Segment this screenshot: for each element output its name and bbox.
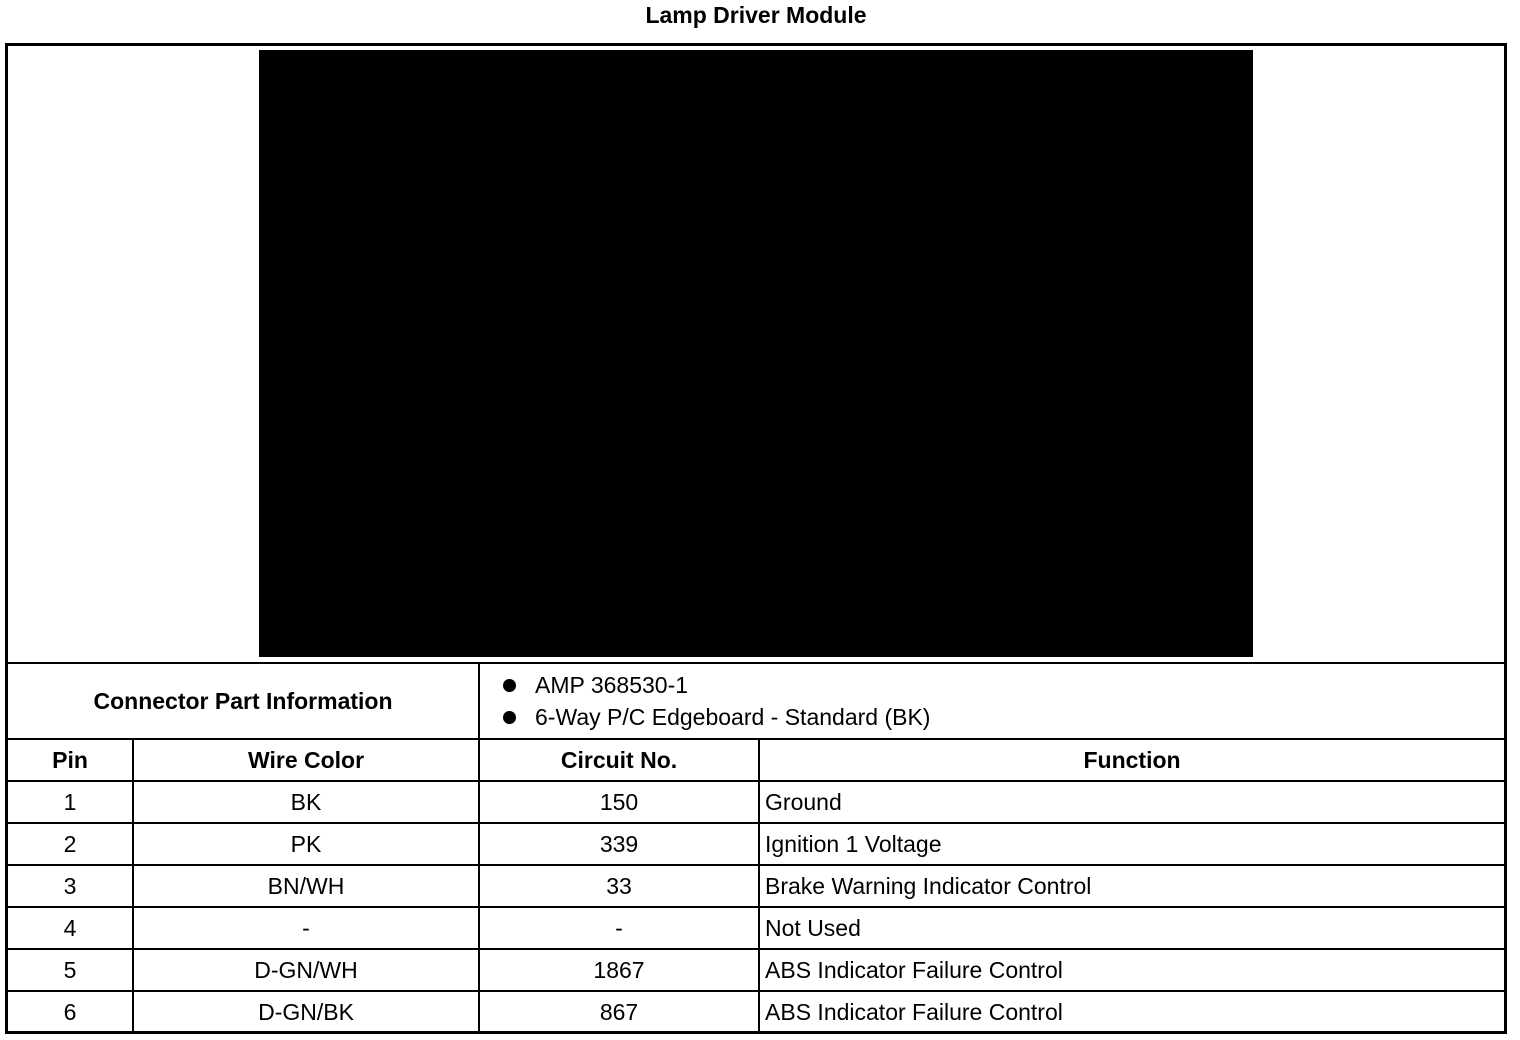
connector-image xyxy=(259,50,1253,657)
function-cell: Not Used xyxy=(759,907,1504,949)
pin-cell: 6 xyxy=(8,991,133,1033)
connector-info-item xyxy=(500,701,1504,733)
pin-cell: 3 xyxy=(8,865,133,907)
wire-color-cell: BK xyxy=(133,781,479,823)
table-header-row xyxy=(8,739,1504,781)
circuit-no-cell: 1867 xyxy=(479,949,759,991)
table-row xyxy=(8,907,1504,949)
wire-color-cell: PK xyxy=(133,823,479,865)
connector-description: 6-Way P/C Edgeboard - Standard (BK) xyxy=(535,704,931,730)
table-row xyxy=(8,949,1504,991)
circuit-no-cell: 867 xyxy=(479,991,759,1033)
pin-cell: 1 xyxy=(8,781,133,823)
wire-color-cell: - xyxy=(133,907,479,949)
circuit-no-cell: 339 xyxy=(479,823,759,865)
connector-info-label: Connector Part Information xyxy=(8,664,479,739)
bullet-icon xyxy=(503,679,516,692)
wire-color-cell: D-GN/WH xyxy=(133,949,479,991)
wire-color-cell: BN/WH xyxy=(133,865,479,907)
table-row xyxy=(8,991,1504,1033)
header-pin: Pin xyxy=(8,739,133,781)
function-cell: Ground xyxy=(759,781,1504,823)
circuit-no-cell: 150 xyxy=(479,781,759,823)
page-title: Lamp Driver Module xyxy=(645,2,867,28)
connector-image-area xyxy=(8,46,1504,664)
connector-document xyxy=(5,43,1507,1034)
circuit-no-cell: 33 xyxy=(479,865,759,907)
connector-info-cell xyxy=(479,664,1504,739)
table-row xyxy=(8,823,1504,865)
header-circuit-no: Circuit No. xyxy=(479,739,759,781)
connector-info-row xyxy=(8,664,1504,739)
pinout-table xyxy=(8,664,1504,1033)
bullet-icon xyxy=(503,711,516,724)
connector-part-number: AMP 368530-1 xyxy=(535,672,689,698)
wire-color-cell: D-GN/BK xyxy=(133,991,479,1033)
function-cell: Brake Warning Indicator Control xyxy=(759,865,1504,907)
function-cell: ABS Indicator Failure Control xyxy=(759,991,1504,1033)
pin-cell: 2 xyxy=(8,823,133,865)
table-row xyxy=(8,781,1504,823)
connector-info-list xyxy=(480,669,1504,733)
header-function: Function xyxy=(759,739,1504,781)
table-row xyxy=(8,865,1504,907)
function-cell: ABS Indicator Failure Control xyxy=(759,949,1504,991)
pin-cell: 4 xyxy=(8,907,133,949)
connector-info-item xyxy=(500,669,1504,701)
circuit-no-cell: - xyxy=(479,907,759,949)
function-cell: Ignition 1 Voltage xyxy=(759,823,1504,865)
header-wire-color: Wire Color xyxy=(133,739,479,781)
pin-cell: 5 xyxy=(8,949,133,991)
